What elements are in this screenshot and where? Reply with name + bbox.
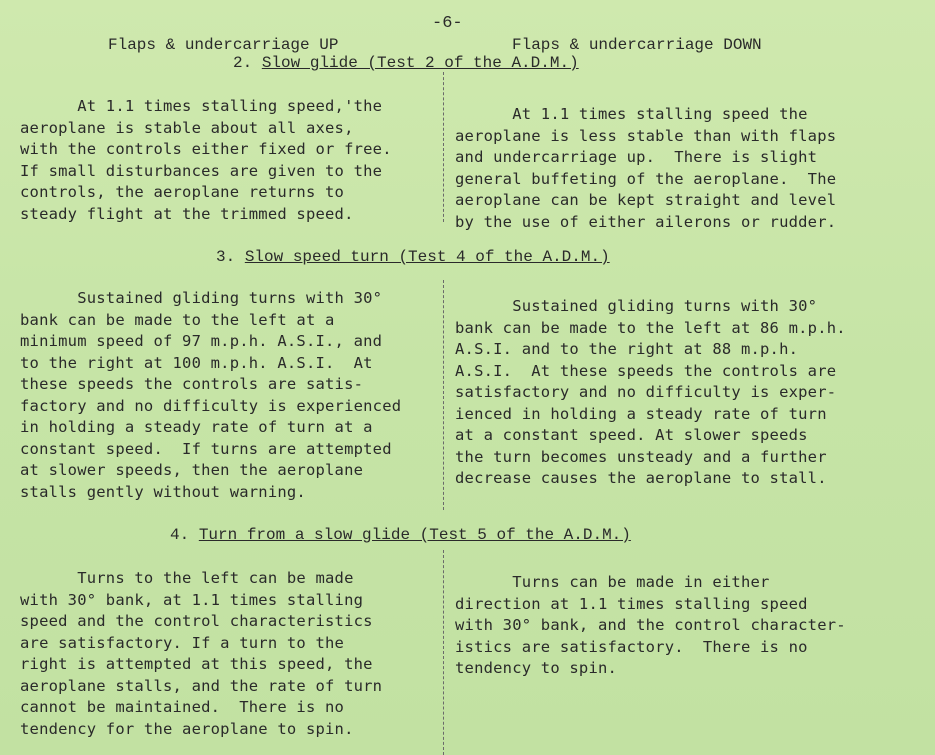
slow-glide-down-text: At 1.1 times stalling speed the aeroplane is less stable than with flaps and undercarriage up. There is slight general buffeting of the aeroplane. The aeroplane can be kept straight and level by the use of either ailerons or rudder. (455, 105, 837, 231)
section-heading: Slow speed turn (Test 4 of the A.D.M.) (244, 248, 610, 266)
section-heading: Turn from a slow glide (Test 5 of the A.D.M.) (198, 526, 631, 544)
section-title-slow-glide (233, 54, 579, 72)
turn-from-glide-up-text: Turns to the left can be made with 30° bank, at 1.1 times stalling speed and the control characteristics are satisfactory. If a turn to the right is attempted at this speed, the aeroplane stalls, and the rate of turn cannot be maintained. There is no tendency for the aeroplane to spin. (20, 569, 383, 738)
section-title-turn-from-slow-glide (170, 526, 631, 544)
slow-glide-up-text: At 1.1 times stalling speed,'the aeroplane is stable about all axes, with the controls either fixed or free. If small disturbances are given to the controls, the aeroplane returns to steady flight at the trimmed speed. (20, 97, 392, 223)
section-number: 2. (233, 54, 262, 72)
section-title-slow-speed-turn (216, 248, 610, 266)
section-number: 4. (170, 526, 199, 544)
section-number: 3. (216, 248, 245, 266)
column-divider (443, 280, 444, 510)
turn-from-glide-down-text: Turns can be made in either direction at 1.1 times stalling speed with 30° bank, and the control character- istics are satisfactory. There is no tendency to spin. (455, 573, 846, 677)
column-header-down: Flaps & undercarriage DOWN (512, 36, 762, 54)
slow-speed-turn-down-text: Sustained gliding turns with 30° bank can be made to the left at 86 m.p.h. A.S.I. and to the right at 88 m.p.h. A.S.I. At these speeds the controls are satisfactory and no difficulty is exper- ienced in holding a steady rate of turn at a constant speed. At slower speeds the turn becomes unsteady and a further decrease causes the aeroplane to stall. (455, 297, 846, 487)
section-heading: Slow glide (Test 2 of the A.D.M.) (261, 54, 579, 72)
column-header-up: Flaps & undercarriage UP (108, 36, 339, 54)
column-divider (443, 550, 444, 755)
slow-speed-turn-up-text: Sustained gliding turns with 30° bank can be made to the left at a minimum speed of 97 m.p.h. A.S.I., and to the right at 100 m.p.h. A.S.I. At these speeds the controls are satis- factory and no difficulty is experienced in holding a steady rate of turn at a constant speed. If turns are attempted at slower speeds, then the aeroplane stalls gently without warning. (20, 289, 402, 501)
page-number: -6- (432, 14, 463, 33)
column-divider (443, 72, 444, 222)
